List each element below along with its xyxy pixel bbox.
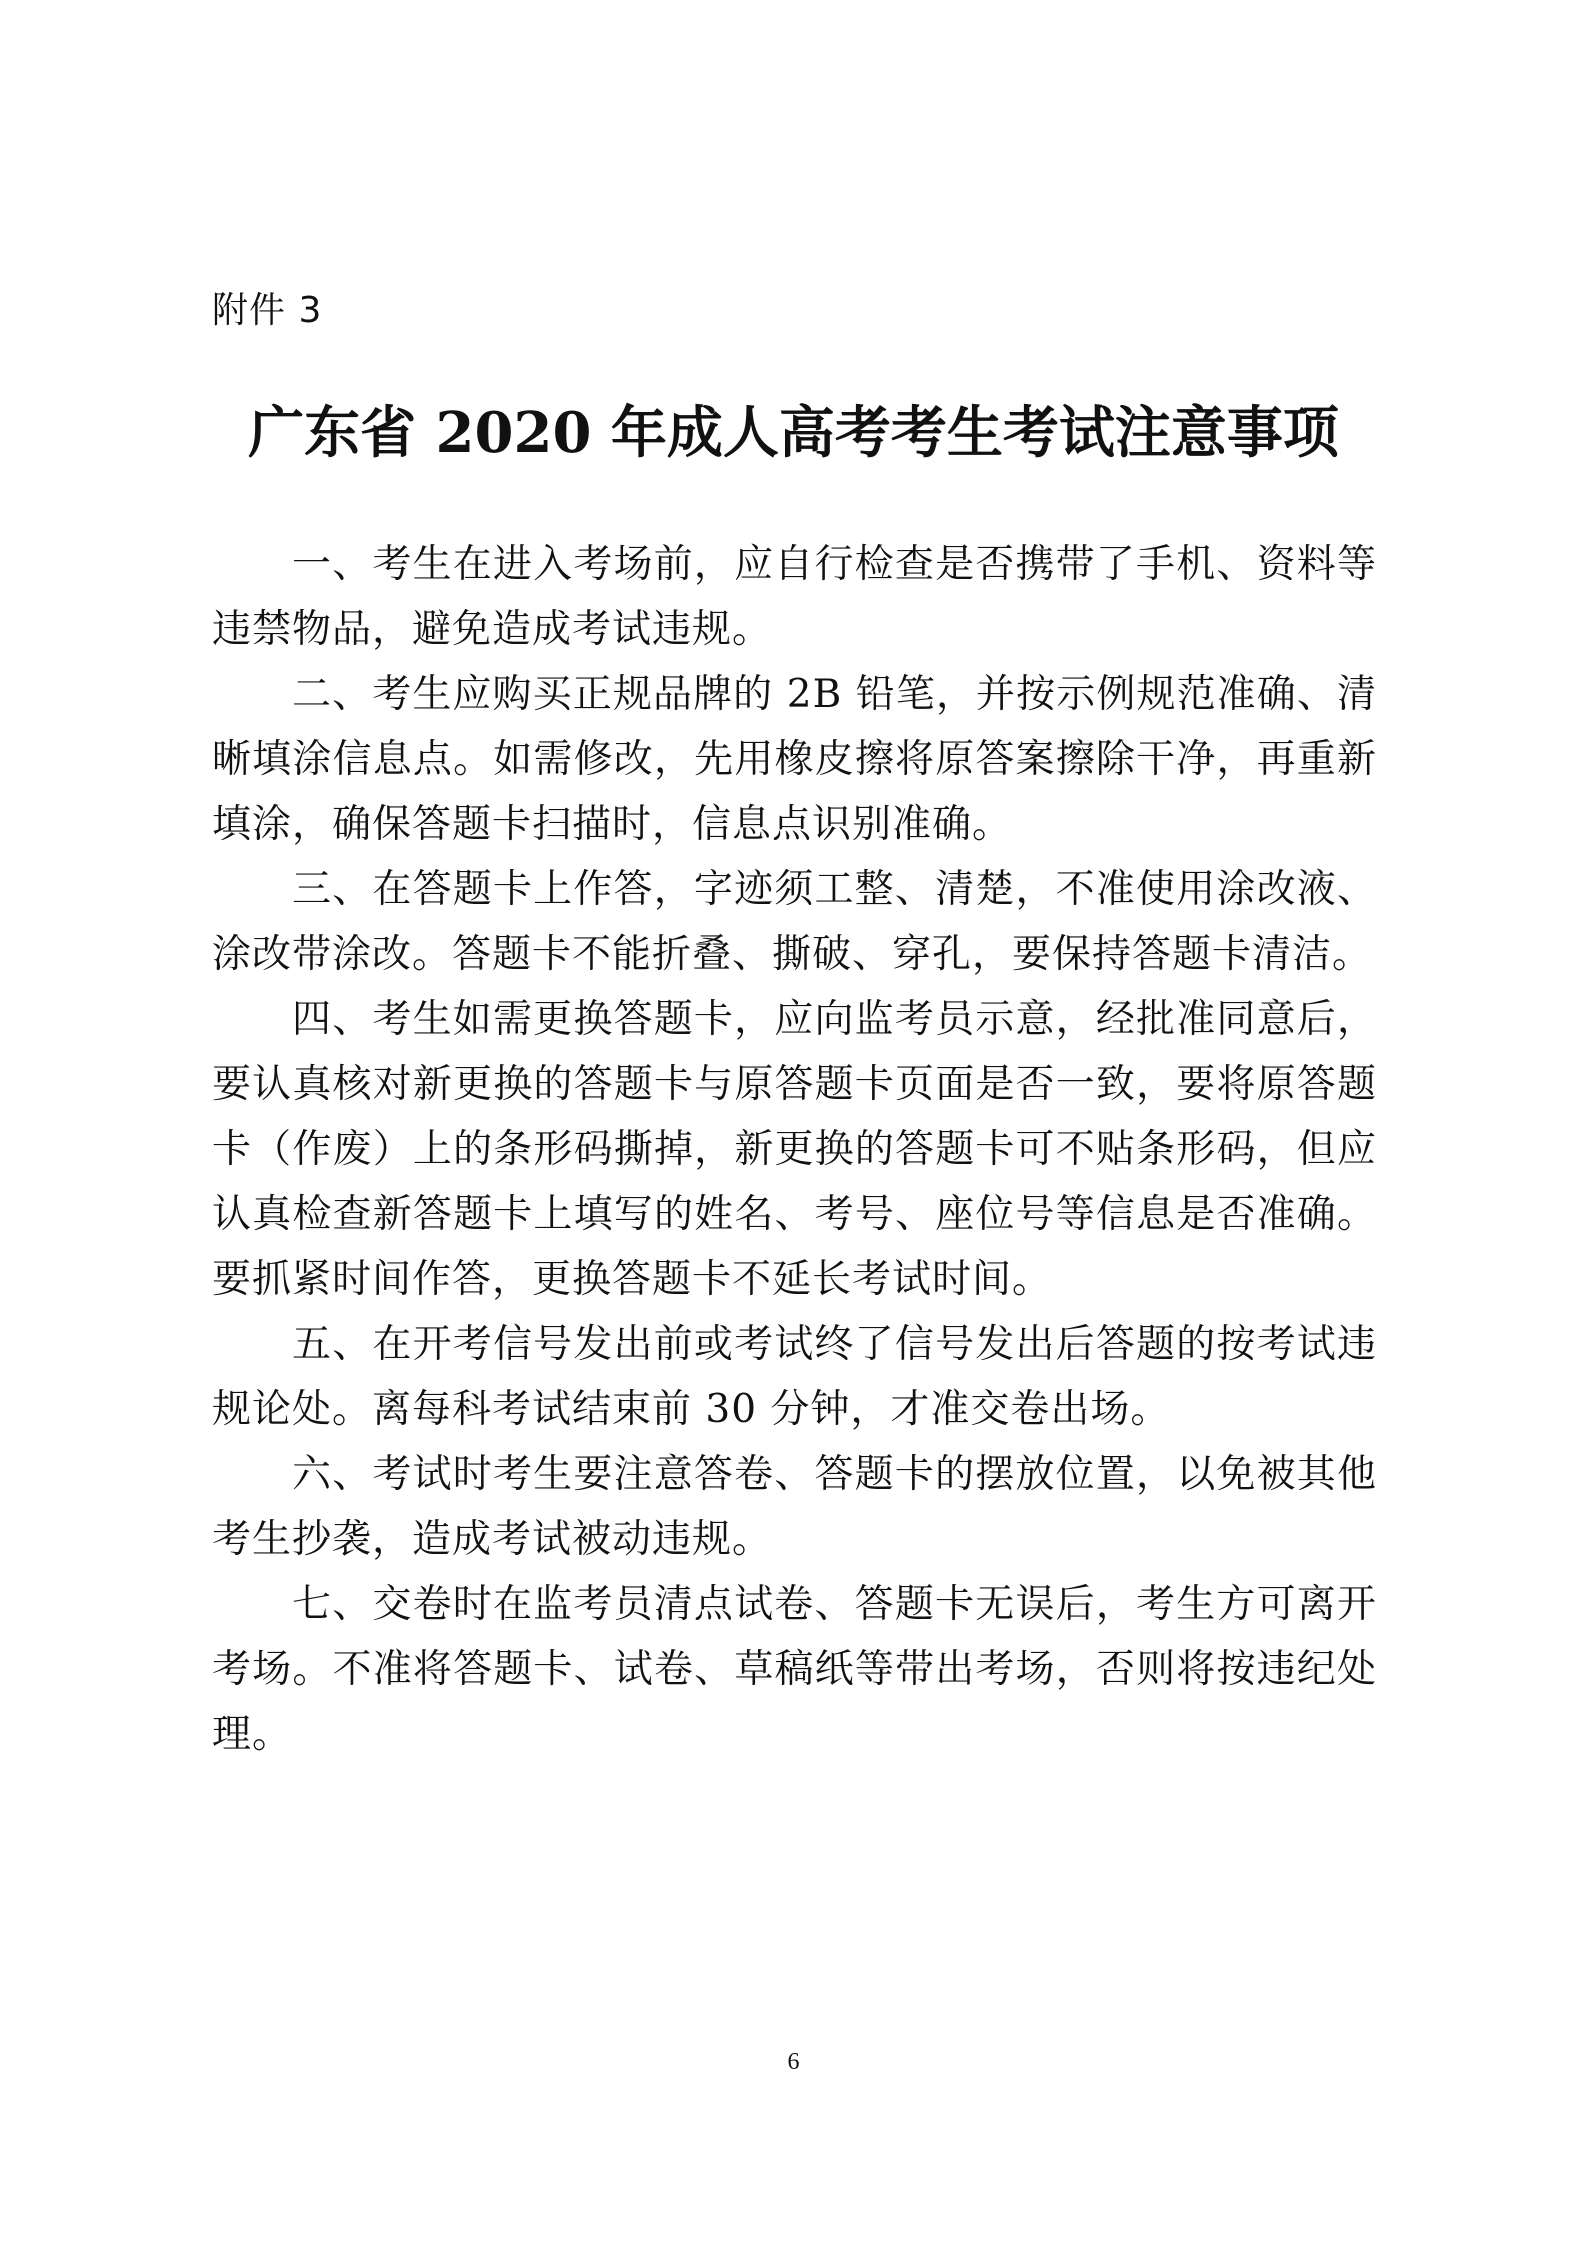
attachment-label: 附件 3: [212, 290, 323, 331]
paragraph-7: 七、交卷时在监考员清点试卷、答题卡无误后，考生方可离开考场。不准将答题卡、试卷、草稿纸等带出考场，否则将按违纪处理。: [212, 1582, 1377, 1757]
paragraph-1: 一、考生在进入考场前，应自行检查是否携带了手机、资料等违禁物品，避免造成考试违规。: [212, 542, 1377, 652]
paragraph-3: 三、在答题卡上作答，字迹须工整、清楚，不准使用涂改液、涂改带涂改。答题卡不能折叠、撕破、穿孔，要保持答题卡清洁。: [212, 867, 1377, 977]
document-title: 广东省 2020 年成人高考考生考试注意事项: [248, 400, 1339, 466]
page-number: 6: [787, 2049, 800, 2075]
paragraph-4: 四、考生如需更换答题卡，应向监考员示意，经批准同意后，要认真核对新更换的答题卡与原答题卡页面是否一致，要将原答题卡（作废）上的条形码撕掉，新更换的答题卡可不贴条形码，但应认真检查新答题卡上填写的姓名、考号、座位号等信息是否准确。要抓紧时间作答，更换答题卡不延长考试时间。: [212, 997, 1377, 1302]
paragraph-5: 五、在开考信号发出前或考试终了信号发出后答题的按考试违规论处。离每科考试结束前 30 分钟，才准交卷出场。: [212, 1322, 1377, 1432]
paragraph-2: 二、考生应购买正规品牌的 2B 铅笔，并按示例规范准确、清晰填涂信息点。如需修改，先用橡皮擦将原答案擦除干净，再重新填涂，确保答题卡扫描时，信息点识别准确。: [212, 672, 1377, 847]
document-body: [212, 532, 1377, 1767]
paragraph-6: 六、考试时考生要注意答卷、答题卡的摆放位置，以免被其他考生抄袭，造成考试被动违规。: [212, 1452, 1377, 1562]
